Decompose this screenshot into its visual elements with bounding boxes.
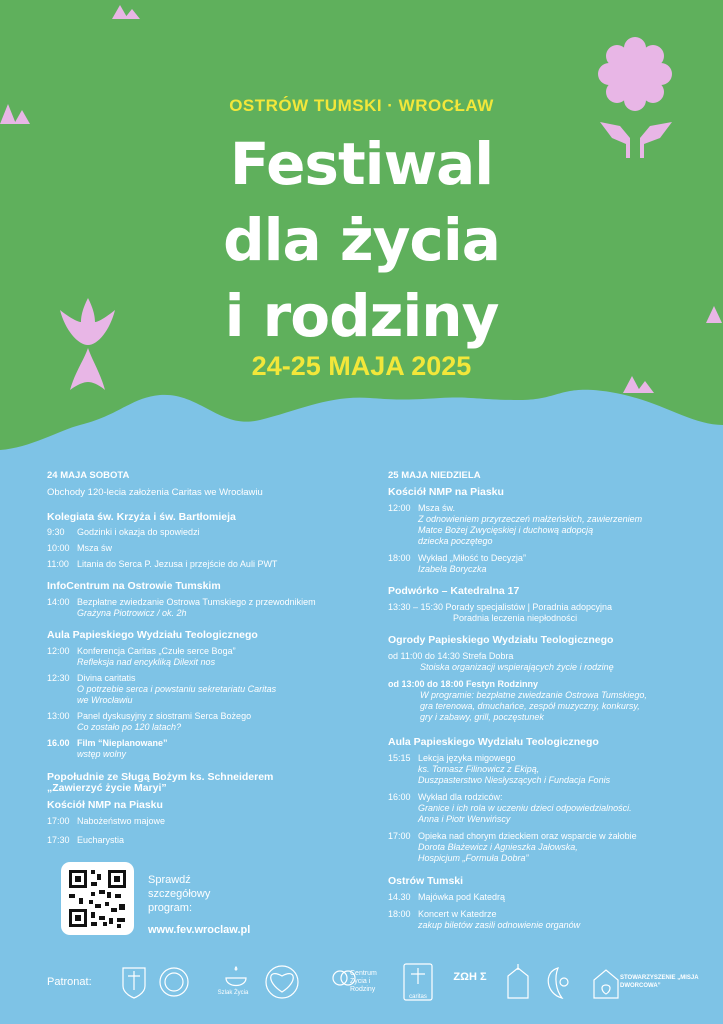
schedule-item: 14.30 Majówka pod Katedrą [388, 892, 506, 902]
badge-logo-icon [160, 968, 188, 996]
section-title: InfoCentrum na Ostrowie Tumskim [47, 580, 221, 592]
schedule-item: 17:00 Opieka nad chorym dzieckiem oraz wsparcie w żałobie Dorota Błażewicz i Agnieszka Jałowska, Hospicjum „Formuła Dobra” [388, 831, 637, 863]
schedule-item: 18:00 Koncert w Katedrze zakup biletów zasili odnowienie organów [388, 909, 581, 930]
schedule-item: 15:15 Lekcja języka migowego ks. Tomasz Filinowicz z Ekipą, Duszpasterstwo Niesłyszących i Fundacja Fonis [388, 753, 611, 785]
schedule-item: od 13:00 do 18:00 Festyn Rodzinny W programie: bezpłatne zwiedzanie Ostrowa Tumskiego, gra terenowa, dmuchańce, zespół muzyczny, konkursy, gry i zabawy, grill, poczęstunek [388, 679, 647, 722]
section-title: Kościół NMP na Piasku [47, 799, 163, 811]
qr-code[interactable] [61, 862, 134, 935]
logo-szlak-zycia: Szlak Życia [217, 990, 249, 996]
house-logo-icon [594, 970, 618, 998]
section-title: Popołudnie ze Sługą Bożym ks. Schneiderem „Zawierzyć życie Maryi” [47, 771, 274, 794]
website-link[interactable]: www.fev.wroclaw.pl [148, 924, 251, 936]
schedule-item: 14:00 Bezpłatne zwiedzanie Ostrowa Tumskiego z przewodnikiem Grażyna Piotrowicz / ok. 2h [47, 597, 316, 618]
qr-caption: Sprawdź szczegółowy program: [148, 874, 211, 914]
section-title: Ostrów Tumski [388, 875, 464, 887]
candle-logo-icon [226, 967, 246, 986]
festival-title [0, 126, 723, 354]
schedule-item: 12:00 Konferencja Caritas „Czułe serce Boga” Refleksja nad encykliką Dilexit nos [47, 646, 236, 667]
schedule-item: 10:00 Msza św [47, 543, 113, 553]
logo-zoe: ΖΩΗ Σ [453, 971, 487, 983]
schedule-item: 17:30 Eucharystia [47, 835, 125, 845]
qr-code-icon [61, 862, 134, 935]
section-title: Kościół NMP na Piasku [388, 486, 504, 498]
day-heading: 24 MAJA SOBOTA [47, 470, 130, 481]
logo-caritas: caritas [409, 994, 427, 1000]
day-heading: 25 MAJA NIEDZIELA [388, 470, 481, 481]
heart-logo-icon [266, 966, 298, 998]
logo-misja-dworcowa: STOWARZYSZENIE „MISJA DWORCOWA” [620, 975, 699, 989]
logo-centrum-zycia: Centrum Życia i Rodziny [350, 970, 377, 993]
title-line-1: Festiwal [229, 130, 494, 198]
festival-dates: 24-25 MAJA 2025 [251, 351, 472, 381]
intro-text: Obchody 120-lecia założenia Caritas we Wrocławiu [47, 487, 263, 498]
section-title: Aula Papieskiego Wydziału Teologicznego [47, 629, 258, 641]
title-line-2: dla życia [223, 206, 500, 274]
left-column [47, 470, 367, 846]
schedule-item: 13:30 – 15:30 Porady specjalistów | Poradnia adopcyjna Poradnia leczenia niepłodności [388, 602, 612, 623]
section-title: Podwórko – Katedralna 17 [388, 585, 520, 597]
crest-logo-icon [123, 968, 145, 998]
schedule-item: 18:00 Wykład „Miłość to Decyzja” Izabela Boryczka [388, 553, 526, 574]
patron-label: Patronat: [47, 976, 92, 988]
schedule-item: 16:00 Wykład dla rodziców: Granice i ich rola w uczeniu dzieci odpowiedzialności. Anna i Piotr Werwińscy [388, 792, 632, 824]
schedule-item: 16.00 Film “Nieplanowane” wstęp wolny [47, 738, 168, 759]
section-title: Kolegiata św. Krzyża i św. Bartłomieja [47, 511, 236, 523]
schedule-item: od 11:00 do 14:30 Strefa Dobra Stoiska organizacji wspierających życie i rodzinę [388, 651, 614, 672]
schedule-item: 13:00 Panel dyskusyjny z siostrami Serca Bożego Co zostało po 120 latach? [47, 711, 252, 732]
section-title: Ogrody Papieskiego Wydziału Teologicznego [388, 634, 614, 646]
title-line-3: i rodziny [224, 282, 499, 350]
schedule-item: 11:00 Litania do Serca P. Jezusa i przejście do Auli PWT [47, 559, 278, 569]
schedule-item: 12:30 Divina caritatis O potrzebie serca i powstaniu sekretariatu Caritas we Wrocławiu [47, 673, 277, 705]
family-logo-icon [548, 968, 568, 998]
schedule-item: 12:00 Msza św. Z odnowieniem przyrzeczeń małżeńskich, zawierzeniem Matce Bożej Zwycięskiej i duchową adopcją dziecka poczętego [388, 503, 643, 546]
location-heading: OSTRÓW TUMSKI · WROCŁAW [229, 96, 494, 115]
church-logo-icon [508, 964, 528, 998]
section-title: Aula Papieskiego Wydziału Teologicznego [388, 736, 599, 748]
schedule-item: 17:00 Nabożeństwo majowe [47, 816, 166, 826]
right-column [388, 470, 708, 931]
schedule-item: 9:30 Godzinki i okazja do spowiedzi [47, 527, 200, 537]
